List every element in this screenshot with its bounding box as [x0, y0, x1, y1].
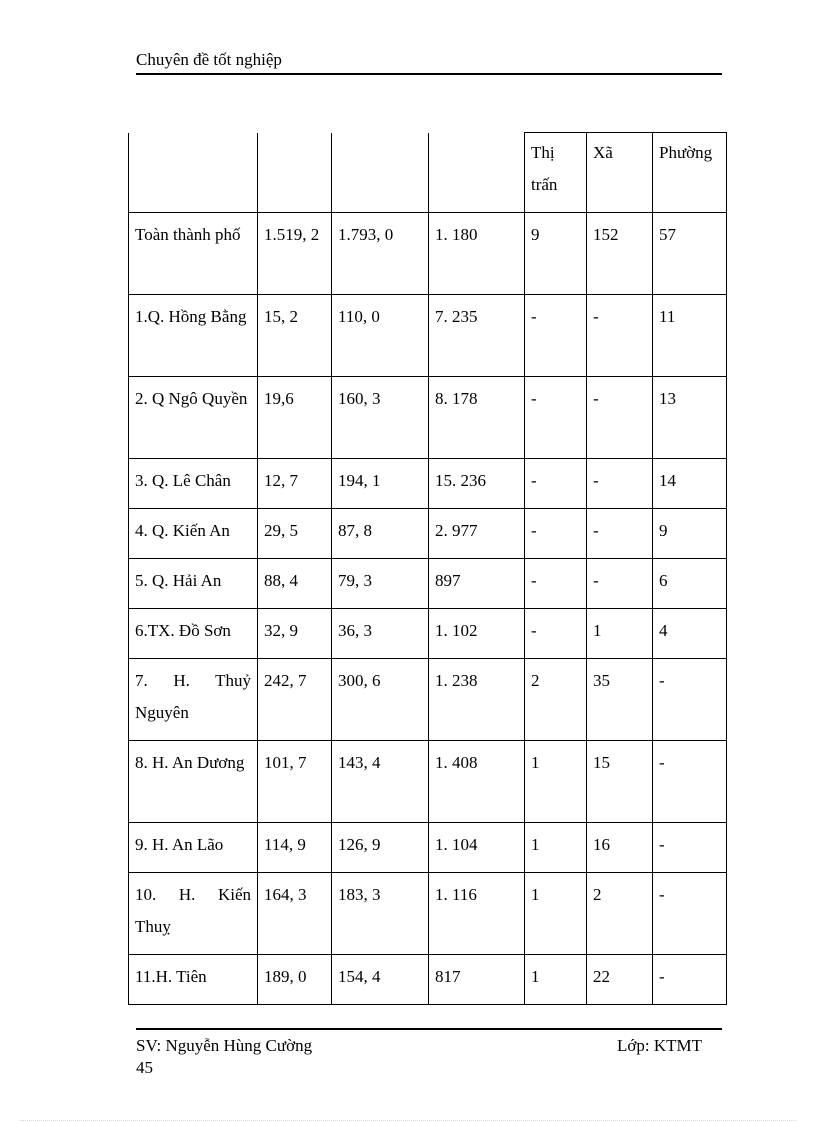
header-cell-empty	[429, 133, 525, 213]
density-cell: 897	[429, 559, 525, 609]
commune-count-cell: 2	[587, 873, 653, 955]
density-cell: 7. 235	[429, 295, 525, 377]
header-cell-xa: Xã	[587, 133, 653, 213]
table-row	[129, 559, 727, 609]
ward-count-cell: 14	[653, 459, 727, 509]
ward-count-cell: 11	[653, 295, 727, 377]
table-row	[129, 873, 727, 955]
commune-count-cell: 35	[587, 659, 653, 741]
town-count-cell: -	[525, 609, 587, 659]
area-cell: 32, 9	[258, 609, 332, 659]
unit-name-cell: 5. Q. Hải An	[129, 559, 258, 609]
area-cell: 242, 7	[258, 659, 332, 741]
unit-name-cell: 8. H. An Dương	[129, 741, 258, 823]
table-row	[129, 659, 727, 741]
population-cell: 79, 3	[332, 559, 429, 609]
unit-name-cell: 9. H. An Lão	[129, 823, 258, 873]
area-cell: 114, 9	[258, 823, 332, 873]
town-count-cell: -	[525, 295, 587, 377]
page-number: 45	[136, 1058, 153, 1077]
table-row	[129, 955, 727, 1005]
density-cell: 1. 116	[429, 873, 525, 955]
area-cell: 101, 7	[258, 741, 332, 823]
density-cell: 8. 178	[429, 377, 525, 459]
population-cell: 126, 9	[332, 823, 429, 873]
town-count-cell: -	[525, 559, 587, 609]
table-header-row	[129, 133, 727, 213]
town-count-cell: -	[525, 459, 587, 509]
unit-name-cell: Toàn thành phố	[129, 213, 258, 295]
ward-count-cell: 13	[653, 377, 727, 459]
unit-name-cell: 11.H. Tiên	[129, 955, 258, 1005]
density-cell: 1. 104	[429, 823, 525, 873]
town-count-cell: 1	[525, 741, 587, 823]
density-cell: 1. 180	[429, 213, 525, 295]
header-cell-phuong: Phường	[653, 133, 727, 213]
density-cell: 1. 408	[429, 741, 525, 823]
table-row	[129, 741, 727, 823]
unit-name-cell: 4. Q. Kiến An	[129, 509, 258, 559]
town-count-cell: 1	[525, 873, 587, 955]
population-cell: 183, 3	[332, 873, 429, 955]
ward-count-cell: -	[653, 873, 727, 955]
unit-name-cell: 10. H. Kiến Thuỵ	[129, 873, 258, 955]
density-cell: 1. 102	[429, 609, 525, 659]
table-row	[129, 823, 727, 873]
header-cell-thi-tran: Thị trấn	[525, 133, 587, 213]
population-cell: 194, 1	[332, 459, 429, 509]
area-cell: 29, 5	[258, 509, 332, 559]
commune-count-cell: -	[587, 295, 653, 377]
header-cell-empty	[332, 133, 429, 213]
table-row	[129, 609, 727, 659]
unit-name-cell: 3. Q. Lê Chân	[129, 459, 258, 509]
table-row	[129, 377, 727, 459]
unit-name-cell: 6.TX. Đồ Sơn	[129, 609, 258, 659]
ward-count-cell: 4	[653, 609, 727, 659]
unit-name-cell: 7. H. Thuỷ Nguyên	[129, 659, 258, 741]
town-count-cell: -	[525, 509, 587, 559]
header-cell-empty	[258, 133, 332, 213]
commune-count-cell: -	[587, 509, 653, 559]
page-footer	[136, 1028, 722, 1077]
population-cell: 36, 3	[332, 609, 429, 659]
town-count-cell: 2	[525, 659, 587, 741]
table-row	[129, 295, 727, 377]
document-title: Chuyên đề tốt nghiệp	[136, 50, 282, 69]
commune-count-cell: 22	[587, 955, 653, 1005]
area-cell: 12, 7	[258, 459, 332, 509]
ward-count-cell: -	[653, 823, 727, 873]
page-header	[136, 49, 722, 75]
commune-count-cell: 16	[587, 823, 653, 873]
town-count-cell: 1	[525, 955, 587, 1005]
ward-count-cell: -	[653, 741, 727, 823]
ward-count-cell: 6	[653, 559, 727, 609]
population-cell: 154, 4	[332, 955, 429, 1005]
town-count-cell: 9	[525, 213, 587, 295]
area-cell: 15, 2	[258, 295, 332, 377]
commune-count-cell: -	[587, 559, 653, 609]
town-count-cell: -	[525, 377, 587, 459]
district-statistics-table	[128, 132, 727, 1005]
commune-count-cell: -	[587, 377, 653, 459]
commune-count-cell: -	[587, 459, 653, 509]
area-cell: 189, 0	[258, 955, 332, 1005]
commune-count-cell: 152	[587, 213, 653, 295]
population-cell: 1.793, 0	[332, 213, 429, 295]
area-cell: 164, 3	[258, 873, 332, 955]
density-cell: 2. 977	[429, 509, 525, 559]
commune-count-cell: 1	[587, 609, 653, 659]
town-count-cell: 1	[525, 823, 587, 873]
ward-count-cell: -	[653, 955, 727, 1005]
unit-name-cell: 2. Q Ngô Quyền	[129, 377, 258, 459]
density-cell: 15. 236	[429, 459, 525, 509]
area-cell: 1.519, 2	[258, 213, 332, 295]
density-cell: 1. 238	[429, 659, 525, 741]
page-edge-divider	[20, 1120, 796, 1121]
population-cell: 160, 3	[332, 377, 429, 459]
area-cell: 88, 4	[258, 559, 332, 609]
population-cell: 143, 4	[332, 741, 429, 823]
area-cell: 19,6	[258, 377, 332, 459]
population-cell: 300, 6	[332, 659, 429, 741]
ward-count-cell: 9	[653, 509, 727, 559]
class-label: Lớp: KTMT	[616, 1036, 702, 1055]
density-cell: 817	[429, 955, 525, 1005]
table-row	[129, 459, 727, 509]
commune-count-cell: 15	[587, 741, 653, 823]
student-name: SV: Nguyễn Hùng Cường	[136, 1036, 313, 1055]
unit-name-cell: 1.Q. Hồng Bằng	[129, 295, 258, 377]
ward-count-cell: -	[653, 659, 727, 741]
header-cell-empty	[129, 133, 258, 213]
table-row	[129, 509, 727, 559]
population-cell: 87, 8	[332, 509, 429, 559]
ward-count-cell: 57	[653, 213, 727, 295]
table-row	[129, 213, 727, 295]
population-cell: 110, 0	[332, 295, 429, 377]
